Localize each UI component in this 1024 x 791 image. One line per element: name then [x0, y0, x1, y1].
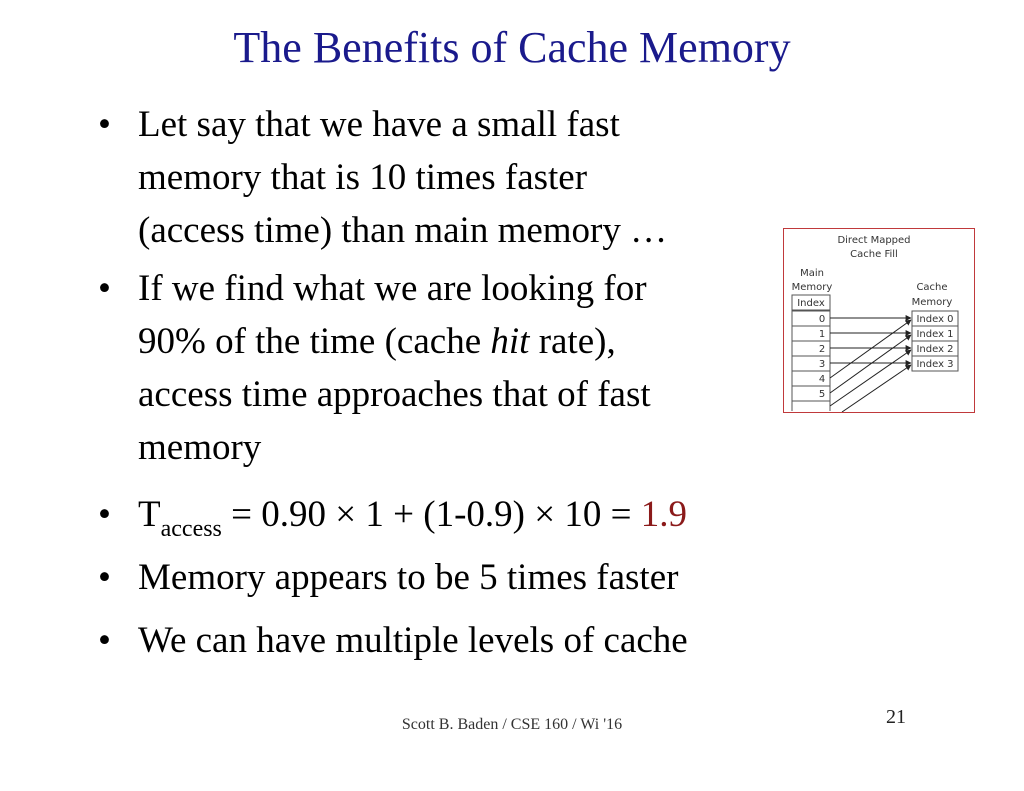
cache-memory-label-1: Cache [916, 282, 948, 293]
bullet-line: Memory appears to be 5 times faster [138, 557, 679, 598]
t-subscript: access [160, 516, 222, 542]
main-index-1: 1 [818, 329, 826, 340]
main-memory-column [792, 311, 830, 411]
bullet-memory-faster [98, 551, 678, 604]
main-memory-label-1: Main [800, 268, 824, 279]
bullet-line: We can have multiple levels of cache [138, 620, 688, 661]
arrow-6-to-2 [830, 350, 911, 406]
bullet-dot: • [98, 557, 111, 598]
main-index-2: 2 [818, 344, 826, 355]
cache-index-3: Index 3 [916, 359, 954, 370]
arrow-7-to-3 [842, 365, 911, 412]
hit-rate-text: 90% of the time (cache [138, 321, 491, 362]
bullet-line [138, 315, 651, 368]
bullet-dot: • [98, 268, 111, 309]
direct-mapped-cache-diagram [783, 228, 975, 413]
rate-text: rate), [529, 321, 616, 362]
cache-memory-label-2: Memory [911, 297, 953, 308]
formula-line [138, 488, 687, 556]
formula-expression: = 0.90 × 1 + (1-0.9) × 10 = [221, 494, 641, 535]
arrow-5-to-1 [830, 335, 911, 393]
bullet-line: (access time) than main memory … [138, 210, 668, 251]
cache-index-1: Index 1 [916, 329, 954, 340]
bullet-line: memory [138, 427, 262, 468]
diagram-title-1: Direct Mapped [837, 235, 911, 246]
main-memory-label-2: Memory [791, 282, 833, 293]
bullet-line: memory that is 10 times faster [138, 157, 588, 198]
t-symbol: T [138, 494, 161, 535]
bullet-dot: • [98, 104, 111, 145]
arrow-4-to-0 [830, 320, 911, 378]
mapping-arrows [830, 318, 911, 412]
main-index-5: 5 [818, 389, 826, 400]
cache-diagram-svg [784, 229, 974, 412]
bullet-line: If we find what we are looking for [138, 268, 647, 309]
cache-index-0: Index 0 [916, 314, 954, 325]
index-header: Index [797, 298, 825, 309]
main-index-3: 3 [818, 359, 826, 370]
slide-footer: Scott B. Baden / CSE 160 / Wi '16 [401, 716, 623, 733]
page-number: 21 [886, 706, 906, 728]
bullet-small-fast-memory [98, 98, 667, 257]
bullet-hit-rate [98, 262, 651, 474]
main-index-0: 0 [818, 314, 826, 325]
bullet-access-time-formula [98, 488, 687, 556]
cache-memory-column [912, 311, 958, 371]
formula-result: 1.9 [640, 494, 687, 535]
bullet-cache-levels [98, 614, 688, 667]
slide-title: The Benefits of Cache Memory [233, 23, 791, 72]
bullet-dot: • [98, 620, 111, 661]
bullet-dot: • [98, 494, 111, 535]
bullet-line: Let say that we have a small fast [138, 104, 620, 145]
hit-word: hit [490, 321, 530, 362]
bullet-line: access time approaches that of fast [138, 374, 651, 415]
cache-index-2: Index 2 [916, 344, 954, 355]
diagram-title-2: Cache Fill [850, 249, 898, 260]
main-index-4: 4 [818, 374, 826, 385]
